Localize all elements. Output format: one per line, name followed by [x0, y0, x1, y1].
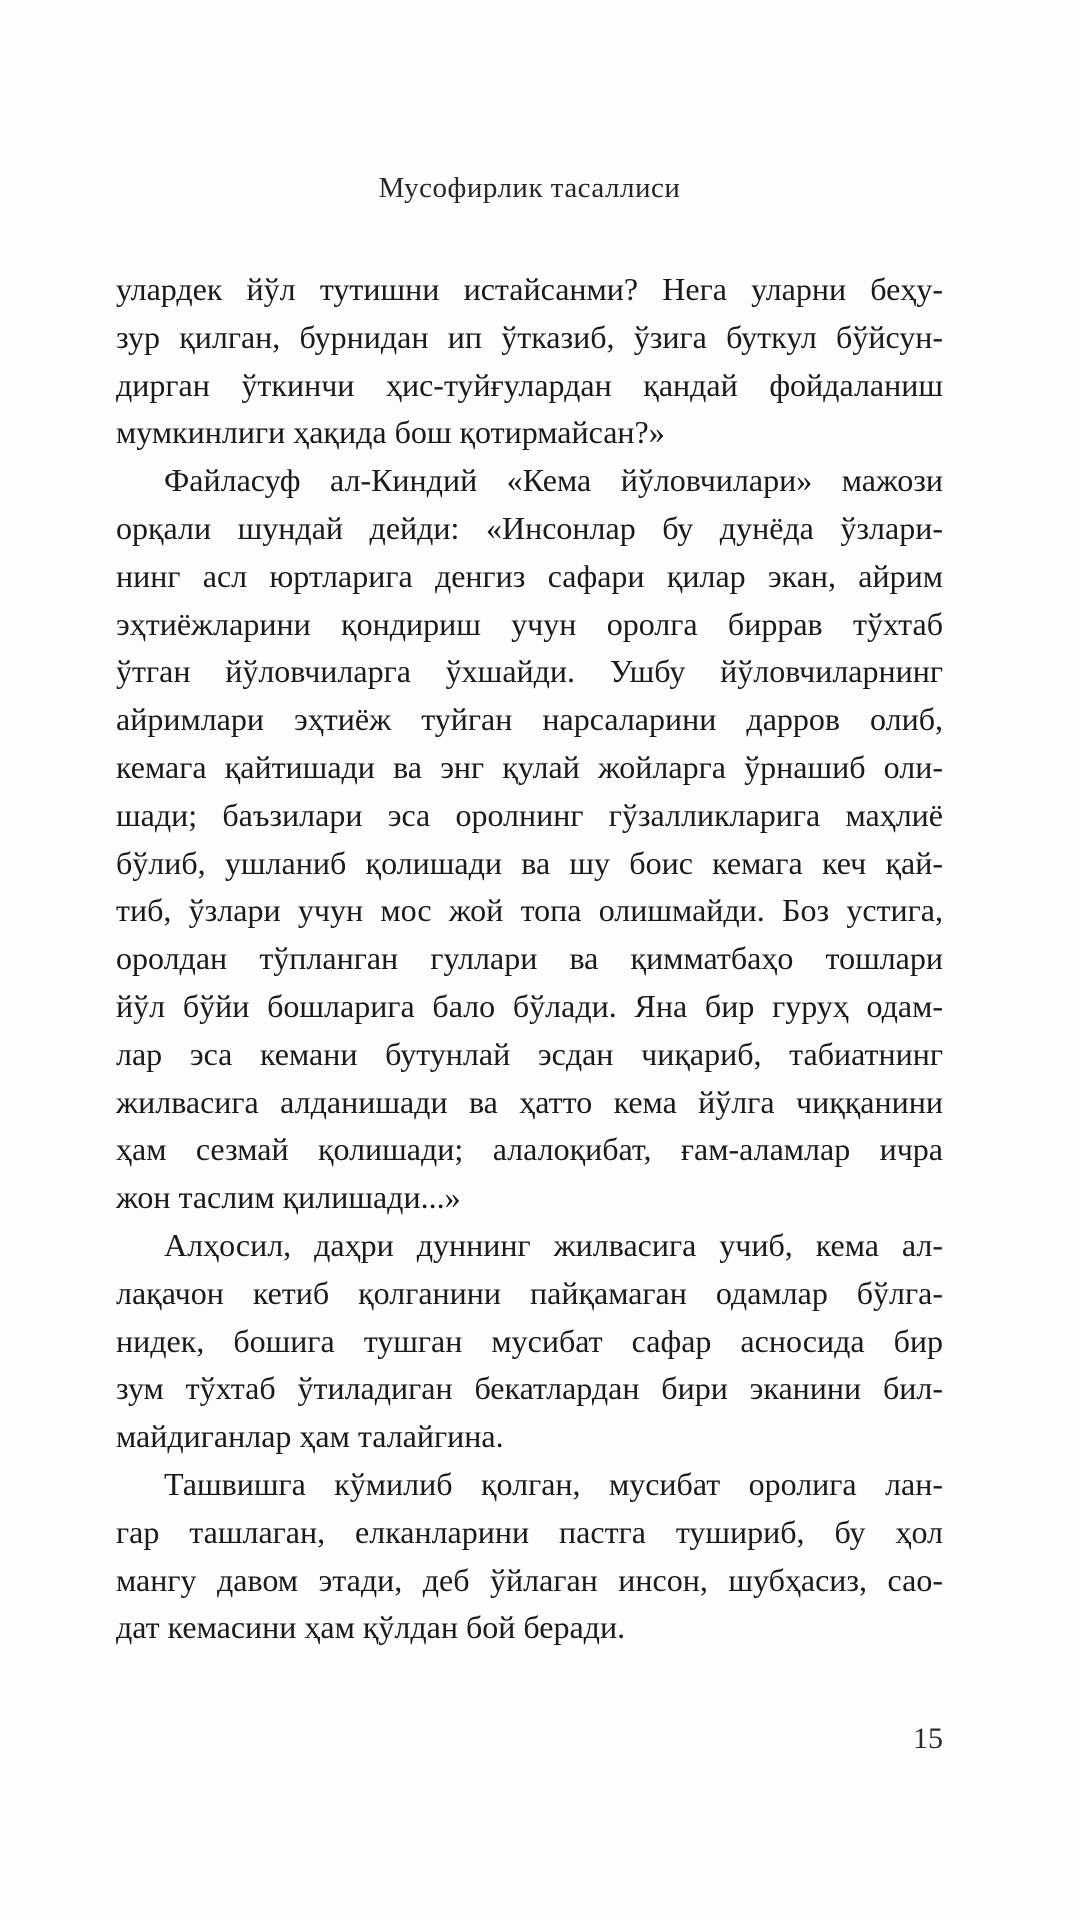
text-line: жон таслим қилишади...»	[116, 1179, 461, 1216]
text-line: ўтган йўловчиларга ўхшайди. Ушбу йўловчиларнинг	[116, 653, 943, 690]
text-line: айримлари эҳтиёж туйган нарсаларини дарров олиб,	[116, 701, 943, 738]
text-line: зум тўхтаб ўтиладиган бекатлардан бири эканини бил-	[116, 1370, 943, 1407]
text-line: гар ташлаган, елканларини пастга тушириб, бу ҳол	[116, 1513, 943, 1550]
text-line: лар эса кемани бутунлай эсдан чиқариб, табиатнинг	[116, 1035, 943, 1072]
text-line: лақачон кетиб қолганини пайқамаган одамлар бўлга-	[116, 1274, 943, 1311]
text-line: нинг асл юртларига денгиз сафари қилар экан, айрим	[116, 557, 943, 594]
text-line: орқали шундай дейди: «Инсонлар бу дунёда ўзлари-	[116, 509, 943, 546]
text-line: дат кемасини ҳам қўлдан бой беради.	[116, 1609, 626, 1646]
text-line: оролдан тўпланган гуллари ва қимматбаҳо тошлари	[116, 940, 943, 977]
text-line: бўлиб, ушланиб қолишади ва шу боис кемага кеч қай-	[116, 844, 943, 881]
text-line: эҳтиёжларини қондириш учун оролга биррав тўхтаб	[116, 605, 943, 642]
text-line: Ташвишга кўмилиб қолган, мусибат оролига лан-	[164, 1465, 943, 1502]
text-line: зур қилган, бурнидан ип ўтказиб, ўзига буткул бўйсун-	[116, 318, 943, 355]
text-line: шади; баъзилари эса оролнинг гўзалликларига маҳлиё	[116, 796, 943, 833]
text-line: кемага қайтишади ва энг қулай жойларга ўрнашиб оли-	[116, 748, 943, 785]
text-line: мангу давом этади, деб ўйлаган инсон, шубҳасиз, сао-	[116, 1561, 943, 1598]
text-line: ҳам сезмай қолишади; алалоқибат, ғам-аламлар ичра	[116, 1131, 943, 1168]
running-header: Мусофирлик тасаллиси	[378, 172, 681, 204]
text-line: нидек, бошига тушган мусибат сафар асносида бир	[116, 1322, 943, 1359]
text-line: жилвасига алданишади ва ҳатто кема йўлга чиққанини	[116, 1083, 943, 1120]
body-text	[116, 266, 943, 1652]
text-line: улардек йўл тутишни истайсанми? Нега уларни беҳу-	[116, 271, 943, 307]
text-line: мумкинлиги ҳақида бош қотирмайсан?»	[116, 414, 665, 451]
text-line: дирган ўткинчи ҳис-туйғулардан қандай фойдаланиш	[116, 366, 943, 403]
page-number: 15	[913, 1722, 943, 1755]
text-line: Файласуф ал-Киндий «Кема йўловчилари» мажози	[164, 462, 943, 499]
text-line: Алҳосил, даҳри дуннинг жилвасига учиб, кема ал-	[164, 1226, 943, 1263]
text-line: майдиганлар ҳам талайгина.	[116, 1418, 504, 1455]
text-line: йўл бўйи бошларига бало бўлади. Яна бир гуруҳ одам-	[116, 987, 943, 1024]
text-line: тиб, ўзлари учун мос жой топа олишмайди. Боз устига,	[116, 892, 943, 929]
